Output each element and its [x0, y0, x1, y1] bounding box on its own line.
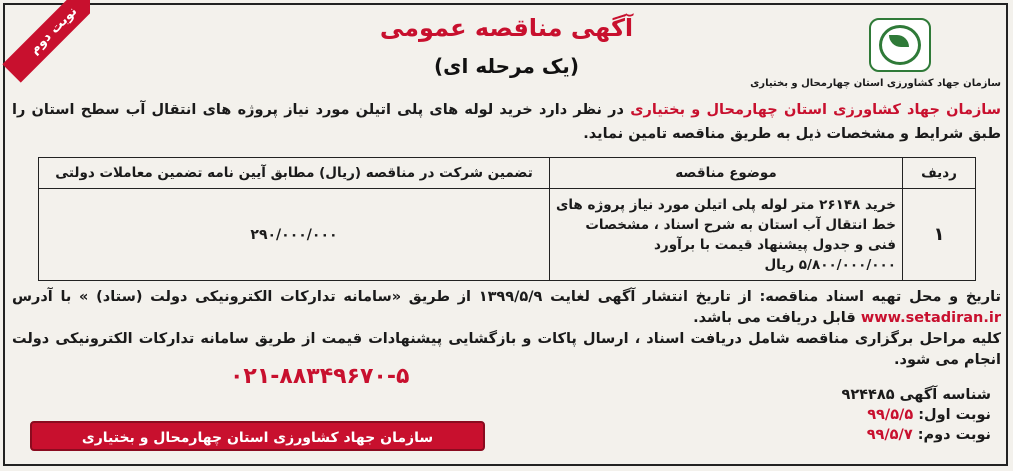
header-guarantee: تضمین شرکت در مناقصه (ریال) مطابق آیین نامه تضمین معاملات دولتی	[39, 158, 550, 189]
ad-title: آگهی مناقصه عمومی	[379, 14, 634, 42]
ad-id: شناسه آگهی ۹۲۴۴۸۵	[841, 387, 991, 403]
org-banner: سازمان جهاد کشاورزی استان چهارمحال و بختیاری	[30, 421, 485, 451]
docs-after: قابل دریافت می باشد.	[693, 310, 861, 326]
second-round	[841, 425, 991, 445]
cell-guarantee: ۲۹۰/۰۰۰/۰۰۰	[39, 189, 550, 281]
phone-number: ۰۲۱-۸۸۳۴۹۶۷۰-۵	[230, 364, 410, 389]
jihad-logo-icon	[869, 18, 931, 72]
cell-row-number: ۱	[903, 189, 976, 281]
table-row	[39, 189, 976, 281]
stages-text: کلیه مراحل برگزاری مناقصه شامل دریافت اسناد ، ارسال پاکات و بازگشایی پیشنهادات قیمت از طریق سامانه تدارکات الکترونیکی دولت انجام می شود.	[12, 331, 1001, 368]
docs-paragraph	[12, 287, 1001, 371]
setad-link[interactable]: www.setadiran.ir	[860, 310, 1001, 326]
docs-text: تاریخ و محل تهیه اسناد مناقصه: از تاریخ انتشار آگهی لغایت ۱۳۹۹/۵/۹ از طریق «سامانه تدارکات الکترونیکی دولت (ستاد) » با آدرس	[12, 289, 1001, 305]
first-round	[841, 405, 991, 425]
header-row-number: ردیف	[903, 158, 976, 189]
intro-org: سازمان جهاد کشاورزی استان چهارمحال و بختیاری	[630, 102, 1001, 118]
ribbon-second-round: نوبت دوم	[2, 0, 90, 83]
table-header-row	[39, 158, 976, 189]
intro-paragraph	[12, 98, 1001, 146]
ad-footer-info	[841, 385, 991, 445]
second-round-label: نوبت دوم:	[912, 427, 991, 443]
first-round-label: نوبت اول:	[913, 407, 991, 423]
intro-text: در نظر دارد خرید لوله های پلی اتیلن مورد نیاز پروژه های انتقال آب سطح استان را طبق شرایط و مشخصات ذیل به طریق مناقصه تامین نماید.	[12, 102, 1001, 142]
header-subject: موضوع مناقصه	[550, 158, 903, 189]
second-round-date: ۹۹/۵/۷	[866, 427, 913, 443]
first-round-date: ۹۹/۵/۵	[867, 407, 914, 423]
org-name-small: سازمان جهاد کشاورزی استان چهارمحال و بختیاری	[750, 78, 1001, 89]
tender-table	[38, 157, 976, 281]
ad-subtitle: (یک مرحله ای)	[434, 54, 579, 78]
cell-subject: خرید ۲۶۱۴۸ متر لوله پلی اتیلن مورد نیاز پروژه های خط انتقال آب استان به شرح اسناد ، مشخصات فنی و جدول پیشنهاد قیمت با برآورد ۵/۸۰۰/۰۰۰/۰۰۰ ریال	[550, 189, 903, 281]
